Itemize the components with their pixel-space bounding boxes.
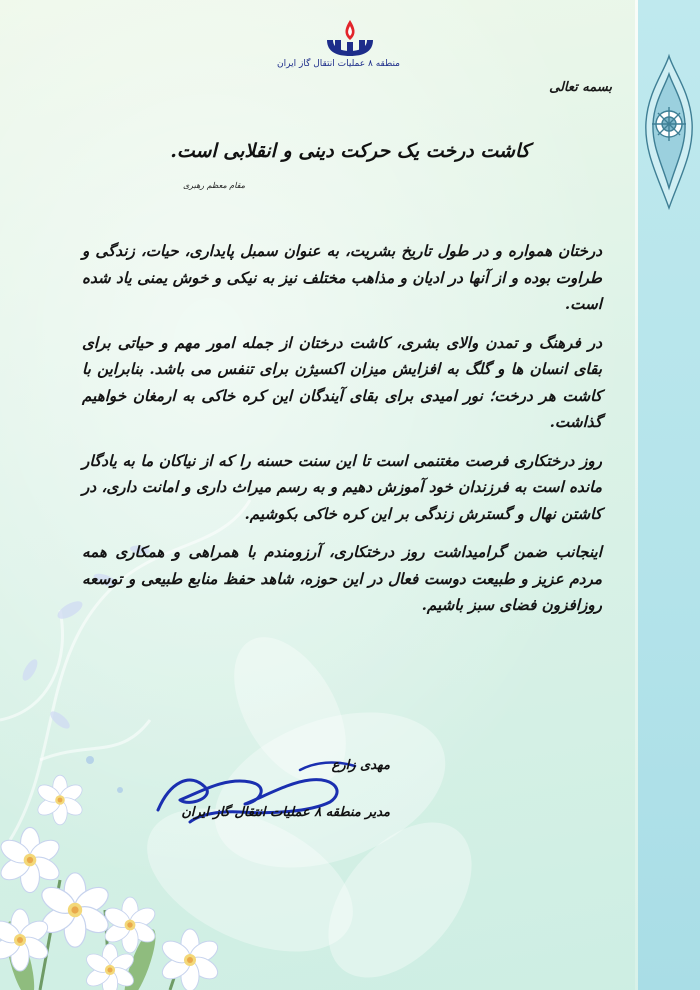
headline-quote: کاشت درخت یک حرکت دینی و انقلابی است. [170,140,530,162]
signature-block [150,752,390,842]
headline-attribution: مقام معظم رهبری [182,181,245,190]
body-paragraph-4: اینجانب ضمن گرامیداشت روز درختکاری، آرزومندم با همراهی و همکاری همه مردم عزیز و طبیعت دوست فعال در این حوزه، شاهد حفظ منابع طبیعی و توسعه روزافزون فضای سبز باشیم. [82,543,602,614]
gas-company-logo-icon [321,18,379,58]
body-paragraph-2: در فرهنگ و تمدن والای بشری، کاشت درختان از جمله امور مهم و حیاتی برای بقای انسان ها و گلگ به افزایش میزان اکسیژن برای تنفس می باشد. بنابراین با کاشت هر درخت؛ نور امیدی برای بقای آیندگان این کره خاکی به ارمغان خواهیم گذاشت. [82,333,602,431]
logo-caption: منطقه ۸ عملیات انتقال گاز ایران [277,59,400,69]
body-paragraph-1: درختان همواره و در طول تاریخ بشریت، به عنوان سمبل پایداری، حیات، زندگی و طراوت بوده و از آنها در ادیان و مذاهب مختلف نیز به نیکی و خوش یمنی یاد شده است. [82,242,602,313]
company-logo [277,18,400,88]
signer-title: مدیر منطقه ۸ عملیات انتقال گاز ایران [181,805,390,820]
letter-body [82,238,602,631]
basmala: بسمه تعالی [549,80,612,95]
islamic-ornament-icon [640,52,698,212]
body-paragraph-3: روز درختکاری فرصت مغتنمی است تا این سنت حسنه را که از نیاکان ما به یادگار مانده است به فرزندان خود آموزش دهیم و به رسم میراث داری و امانت داری، در کاشتن نهال و گسترش زندگی بر این کره خاکی بکوشیم. [82,451,602,523]
side-band-edge [635,0,638,990]
signer-name: مهدی زارع [331,758,390,773]
